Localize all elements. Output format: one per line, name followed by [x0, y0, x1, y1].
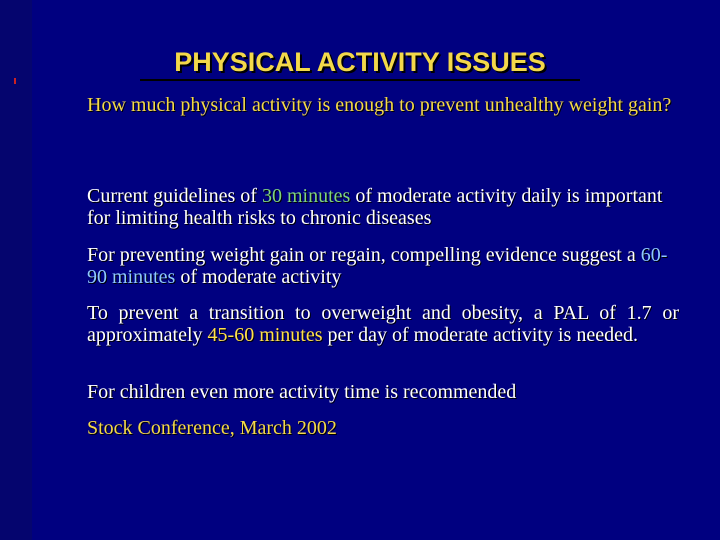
question-text: How much physical activity is enough to prevent unhealthy weight gain? — [87, 94, 672, 116]
bullet-3-pre: To prevent a transition to overweight and obesity, a PAL of 1.7 or approximately — [87, 302, 679, 346]
bullet-2-pre: For preventing weight gain or regain, compelling evidence suggest a — [87, 244, 641, 266]
bullet-1-post: of moderate activity daily is important for limiting health risks to chronic diseases — [87, 185, 663, 229]
bullet-item-1 — [87, 185, 679, 229]
bullet-1-highlight: 30 minutes — [261, 185, 351, 207]
bullet-2-highlight: 60-90 minutes — [87, 244, 668, 288]
bullet-item-4: For children even more activity time is recommended — [87, 381, 517, 403]
bullet-3-highlight: 45-60 minutes — [207, 324, 323, 346]
red-tick-mark — [14, 78, 16, 84]
title-underline — [140, 79, 580, 81]
left-accent-bar — [0, 0, 32, 540]
bullet-1-pre: Current guidelines of — [87, 185, 262, 207]
bullet-item-2 — [87, 244, 679, 288]
bullet-3-post: per day of moderate activity is needed. — [322, 324, 638, 346]
slide-title: PHYSICAL ACTIVITY ISSUES — [174, 47, 546, 77]
bullet-2-post: of moderate activity — [175, 266, 342, 288]
source-citation: Stock Conference, March 2002 — [87, 417, 337, 439]
bullet-item-3 — [87, 302, 679, 346]
